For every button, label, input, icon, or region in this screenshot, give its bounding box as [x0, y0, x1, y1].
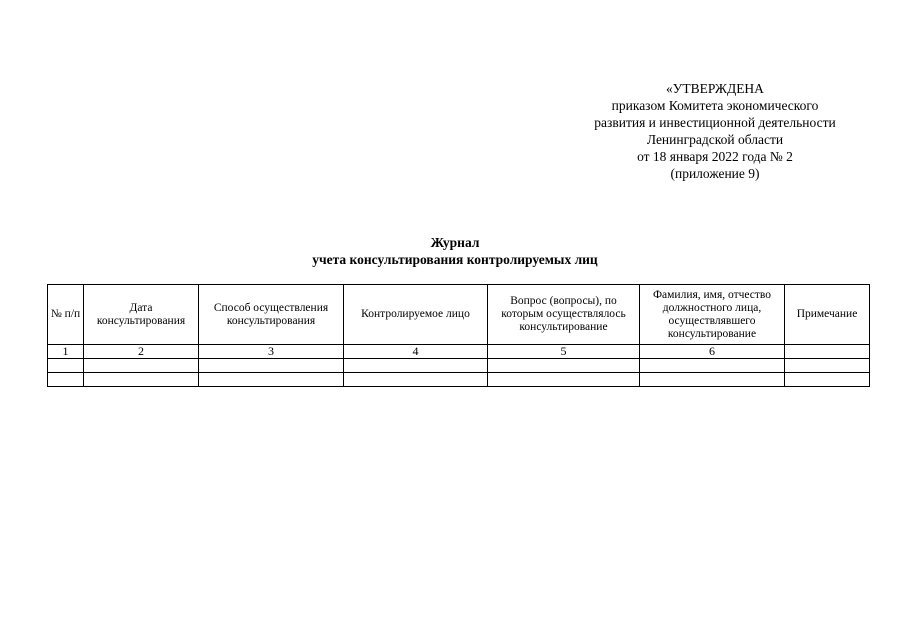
table-cell — [488, 373, 640, 387]
column-number-row — [48, 345, 870, 359]
approval-line: (приложение 9) — [670, 166, 760, 181]
column-number-cell: 6 — [640, 345, 785, 359]
approval-stamp — [560, 80, 870, 182]
column-number-cell: 5 — [488, 345, 640, 359]
table-cell — [48, 359, 84, 373]
column-number-cell: 1 — [48, 345, 84, 359]
header-cell-official-name: Фамилия, имя, отчество должностного лица, осуществлявшего консультирование — [640, 285, 785, 345]
title-line-2: учета консультирования контролируемых лиц — [312, 252, 598, 267]
column-number-cell: 3 — [199, 345, 344, 359]
table-cell — [640, 373, 785, 387]
approval-line: развития и инвестиционной деятельности — [594, 115, 836, 130]
document-title — [0, 234, 905, 268]
table-cell — [199, 373, 344, 387]
approval-line: от 18 января 2022 года № 2 — [637, 149, 793, 164]
approval-line: приказом Комитета экономического — [611, 98, 819, 113]
journal-table — [47, 284, 870, 387]
header-cell-method: Способ осуществления консультирования — [199, 285, 344, 345]
header-cell-date: Дата консультирования — [84, 285, 199, 345]
table-cell — [640, 359, 785, 373]
table-row — [48, 373, 870, 387]
approval-line: «УТВЕРЖДЕНА — [666, 81, 764, 96]
title-line-1: Журнал — [430, 235, 480, 250]
header-cell-controlled-person: Контролируемое лицо — [344, 285, 488, 345]
table-cell — [488, 359, 640, 373]
header-row — [48, 285, 870, 345]
table-row — [48, 359, 870, 373]
table-cell — [84, 359, 199, 373]
table-cell — [344, 373, 488, 387]
table-cell — [785, 373, 870, 387]
column-number-cell: 4 — [344, 345, 488, 359]
table-cell — [199, 359, 344, 373]
table-cell — [84, 373, 199, 387]
table-cell — [48, 373, 84, 387]
header-cell-number: № п/п — [48, 285, 84, 345]
header-cell-questions: Вопрос (вопросы), по которым осуществлялось консультирование — [488, 285, 640, 345]
approval-line: Ленинградской области — [646, 132, 784, 147]
column-number-cell: 2 — [84, 345, 199, 359]
table-cell — [344, 359, 488, 373]
table-cell — [785, 359, 870, 373]
column-number-cell — [785, 345, 870, 359]
header-cell-note: Примечание — [785, 285, 870, 345]
